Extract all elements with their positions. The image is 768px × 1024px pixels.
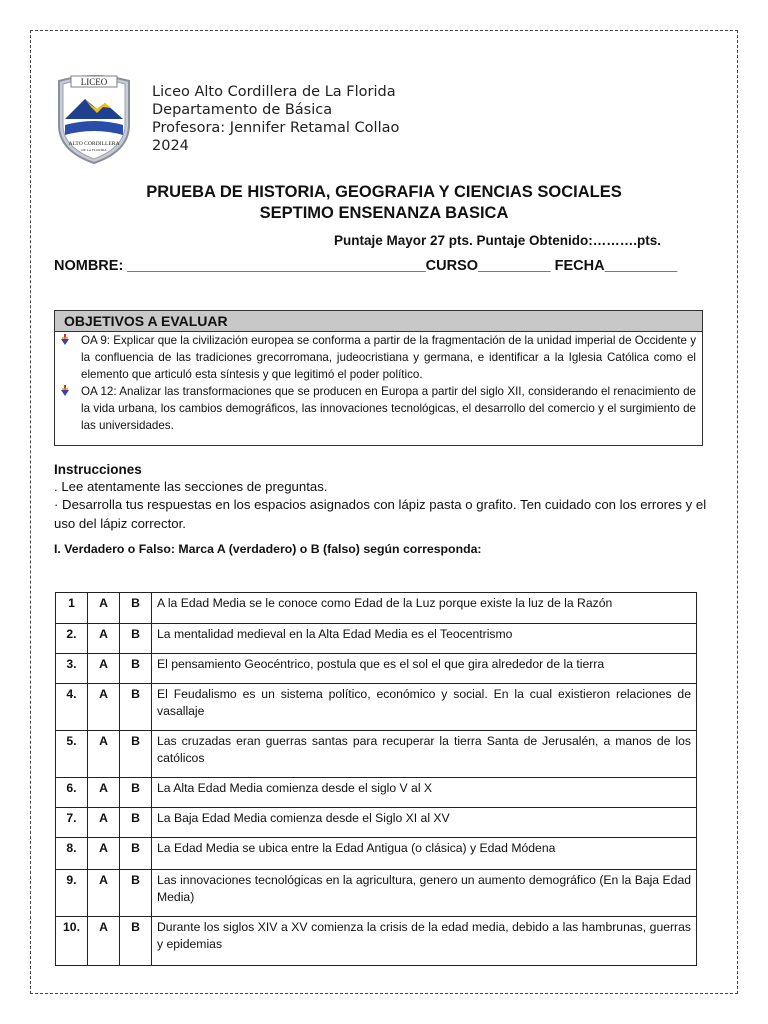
year: 2024 (152, 138, 189, 154)
question-row (56, 593, 697, 624)
crest-sub-text: DE LA FLORIDA (81, 148, 107, 152)
question-number: 7. (56, 808, 88, 838)
objectives-header: OBJETIVOS A EVALUAR (55, 311, 702, 332)
question-text: El Feudalismo es un sistema político, económico y social. En la cual existieron relaciones de vasallaje (152, 684, 697, 731)
option-b[interactable]: B (120, 731, 152, 778)
question-number: 9. (56, 870, 88, 917)
option-a[interactable]: A (88, 684, 120, 731)
student-info-line[interactable]: NOMBRE: _____________________________________CURSO_________ FECHA_________ (54, 258, 678, 274)
instructions (54, 461, 719, 533)
question-text: Durante los siglos XIV a XV comienza la crisis de la edad media, debido a las hambrunas, guerras y epidemias (152, 917, 697, 966)
question-row (56, 838, 697, 870)
option-a[interactable]: A (88, 838, 120, 870)
question-text: La Edad Media se ubica entre la Edad Antigua (o clásica) y Edad Módena (152, 838, 697, 870)
objective-text: OA 9: Explicar que la civilización europea se conforma a partir de la fragmentación de la unidad imperial de Occidente y la confluencia de las tradiciones grecorromana, judeocristiana y germana, e identificar a la Iglesia Católica como el elemento que articuló esta síntesis y que legitimó el poder político. (81, 334, 696, 381)
true-false-table (55, 592, 697, 966)
objective-text: OA 12: Analizar las transformaciones que se producen en Europa a partir del siglo XII, considerando el renacimiento de la vida urbana, los cambios demográficos, las innovaciones tecnológicas, el desarrollo del comercio y el surgimiento de las universidades. (81, 385, 696, 432)
option-a[interactable]: A (88, 778, 120, 808)
question-row (56, 917, 697, 966)
question-number: 8. (56, 838, 88, 870)
option-b[interactable]: B (120, 684, 152, 731)
question-row (56, 870, 697, 917)
question-number: 4. (56, 684, 88, 731)
school-info (152, 83, 399, 155)
score-line: Puntaje Mayor 27 pts. Puntaje Obtenido:……….pts. (334, 233, 662, 248)
option-a[interactable]: A (88, 593, 120, 624)
question-number: 10. (56, 917, 88, 966)
question-text: El pensamiento Geocéntrico, postula que es el sol el que gira alrededor de la tierra (152, 654, 697, 684)
crest-top-text: LICEO (80, 77, 108, 87)
question-number: 2. (56, 624, 88, 654)
test-title: PRUEBA DE HISTORIA, GEOGRAFIA Y CIENCIAS SOCIALES (146, 183, 622, 201)
option-a[interactable]: A (88, 654, 120, 684)
arrow-bullet-icon (60, 334, 70, 346)
question-text: Las innovaciones tecnológicas en la agricultura, genero un aumento demográfico (En la Baja Edad Media) (152, 870, 697, 917)
option-a[interactable]: A (88, 624, 120, 654)
option-a[interactable]: A (88, 917, 120, 966)
question-number: 5. (56, 731, 88, 778)
option-b[interactable]: B (120, 838, 152, 870)
objective-item (55, 383, 702, 434)
test-subtitle: SEPTIMO ENSENANZA BASICA (259, 204, 509, 222)
option-b[interactable]: B (120, 778, 152, 808)
option-a[interactable]: A (88, 731, 120, 778)
question-row (56, 808, 697, 838)
option-b[interactable]: B (120, 808, 152, 838)
section-title: I. Verdadero o Falso: Marca A (verdadero) o B (falso) según corresponda: (54, 542, 482, 556)
objective-item (55, 332, 702, 383)
instruction-line: . Lee atentamente las secciones de preguntas. (54, 479, 328, 494)
option-b[interactable]: B (120, 654, 152, 684)
question-row (56, 624, 697, 654)
question-number: 3. (56, 654, 88, 684)
question-text: La mentalidad medieval en la Alta Edad Media es el Teocentrismo (152, 624, 697, 654)
option-a[interactable]: A (88, 870, 120, 917)
instructions-heading: Instrucciones (54, 462, 142, 477)
teacher: Profesora: Jennifer Retamal Collao (152, 120, 400, 136)
objectives-box (54, 310, 703, 446)
option-b[interactable]: B (120, 624, 152, 654)
school-name: Liceo Alto Cordillera de La Florida (152, 84, 396, 100)
question-text: La Baja Edad Media comienza desde el Siglo XI al XV (152, 808, 697, 838)
question-row (56, 731, 697, 778)
crest-bottom-text: ALTO CORDILLERA (68, 141, 120, 147)
department: Departamento de Básica (152, 102, 333, 118)
school-crest-icon (55, 73, 133, 165)
question-text: Las cruzadas eran guerras santas para recuperar la tierra Santa de Jerusalén, a manos de los católicos (152, 731, 697, 778)
question-row (56, 654, 697, 684)
objectives-list (55, 332, 702, 434)
question-number: 6. (56, 778, 88, 808)
question-text: La Alta Edad Media comienza desde el siglo V al X (152, 778, 697, 808)
instruction-line: · Desarrolla tus respuestas en los espacios asignados con lápiz pasta o grafito. Ten cuidado con los errores y el uso del lápiz corrector. (54, 497, 707, 531)
option-b[interactable]: B (120, 917, 152, 966)
option-a[interactable]: A (88, 808, 120, 838)
question-text: A la Edad Media se le conoce como Edad de la Luz porque existe la luz de la Razón (152, 593, 697, 624)
question-number: 1 (56, 593, 88, 624)
question-row (56, 684, 697, 731)
option-b[interactable]: B (120, 593, 152, 624)
option-b[interactable]: B (120, 870, 152, 917)
question-row (56, 778, 697, 808)
arrow-bullet-icon (60, 385, 70, 397)
